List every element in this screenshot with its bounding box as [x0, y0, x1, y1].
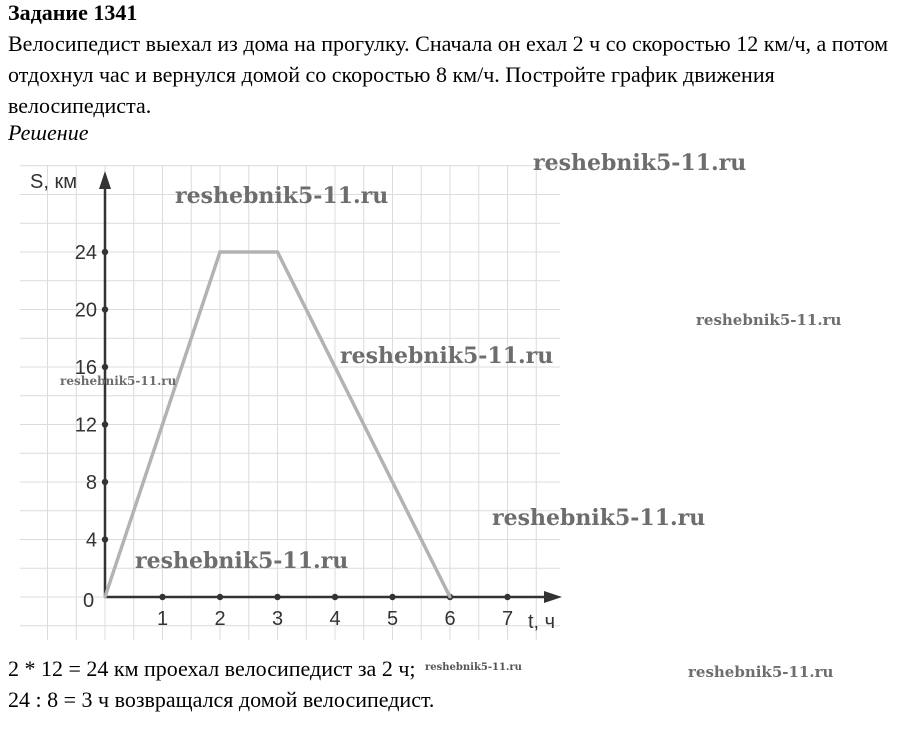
- watermark: reshebnik5-11.ru: [533, 150, 747, 176]
- data-point: [449, 596, 452, 599]
- calculation-text: 2 * 12 = 24 км проехал велосипедист за 2 ч;: [8, 656, 416, 681]
- x-tick-label: 7: [501, 608, 514, 630]
- calculation-line-2: 24 : 8 = 3 ч возвращался домой велосипедист.: [8, 687, 435, 712]
- watermark: reshebnik5-11.ru: [340, 343, 554, 369]
- x-tick-mark: [332, 594, 338, 600]
- data-point: [276, 251, 279, 254]
- y-tick-label: 8: [85, 472, 97, 494]
- x-tick-mark: [389, 594, 395, 600]
- x-tick-label: 1: [156, 608, 169, 630]
- x-tick-label: 3: [271, 608, 284, 630]
- x-tick-label: 2: [214, 608, 226, 630]
- y-tick-mark: [102, 306, 108, 312]
- task-title: Задание 1341: [8, 0, 138, 25]
- data-point: [104, 596, 107, 599]
- x-tick-label: 6: [444, 608, 456, 630]
- x-tick-mark: [274, 594, 280, 600]
- x-tick-label: 4: [329, 608, 341, 630]
- y-axis-label: S, км: [30, 171, 77, 193]
- solution-label: Решение: [8, 120, 89, 145]
- y-tick-label: 4: [85, 529, 97, 552]
- watermark: reshebnik5-11.ru: [492, 505, 706, 531]
- x-tick-label: 5: [386, 608, 399, 630]
- watermark: reshebnik5-11.ru: [425, 662, 522, 673]
- x-axis-arrow: [544, 591, 562, 603]
- watermark: reshebnik5-11.ru: [135, 548, 349, 574]
- y-tick-label: 16: [74, 357, 97, 379]
- y-tick-mark: [102, 364, 108, 370]
- x-tick-mark: [159, 594, 165, 600]
- y-tick-label: 24: [74, 242, 97, 264]
- y-tick-label: 12: [74, 414, 97, 437]
- y-tick-mark: [102, 249, 108, 255]
- x-tick-mark: [504, 594, 510, 600]
- y-tick-mark: [102, 536, 108, 542]
- x-tick-mark: [217, 594, 223, 600]
- problem-text: Велосипедист выехал из дома на прогулку. Сначала он ехал 2 ч со скоростью 12 км/ч, а потом отдохнул час и вернулся домой со скоростью 8 км/ч. Постройте график движения велосипедиста.: [8, 31, 889, 118]
- watermark: reshebnik5-11.ru: [696, 311, 842, 329]
- calculation-line-1: [8, 655, 522, 688]
- y-tick-mark: [102, 479, 108, 485]
- y-tick-mark: [102, 421, 108, 427]
- y-axis-arrow: [99, 171, 111, 189]
- data-point: [219, 251, 222, 254]
- watermark: reshebnik5-11.ru: [60, 374, 177, 388]
- x-axis-label: t, ч: [528, 611, 556, 633]
- watermark: reshebnik5-11.ru: [688, 663, 834, 681]
- watermark: reshebnik5-11.ru: [175, 183, 389, 209]
- x-tick-label: 0: [83, 590, 95, 612]
- y-tick-label: 20: [74, 299, 97, 322]
